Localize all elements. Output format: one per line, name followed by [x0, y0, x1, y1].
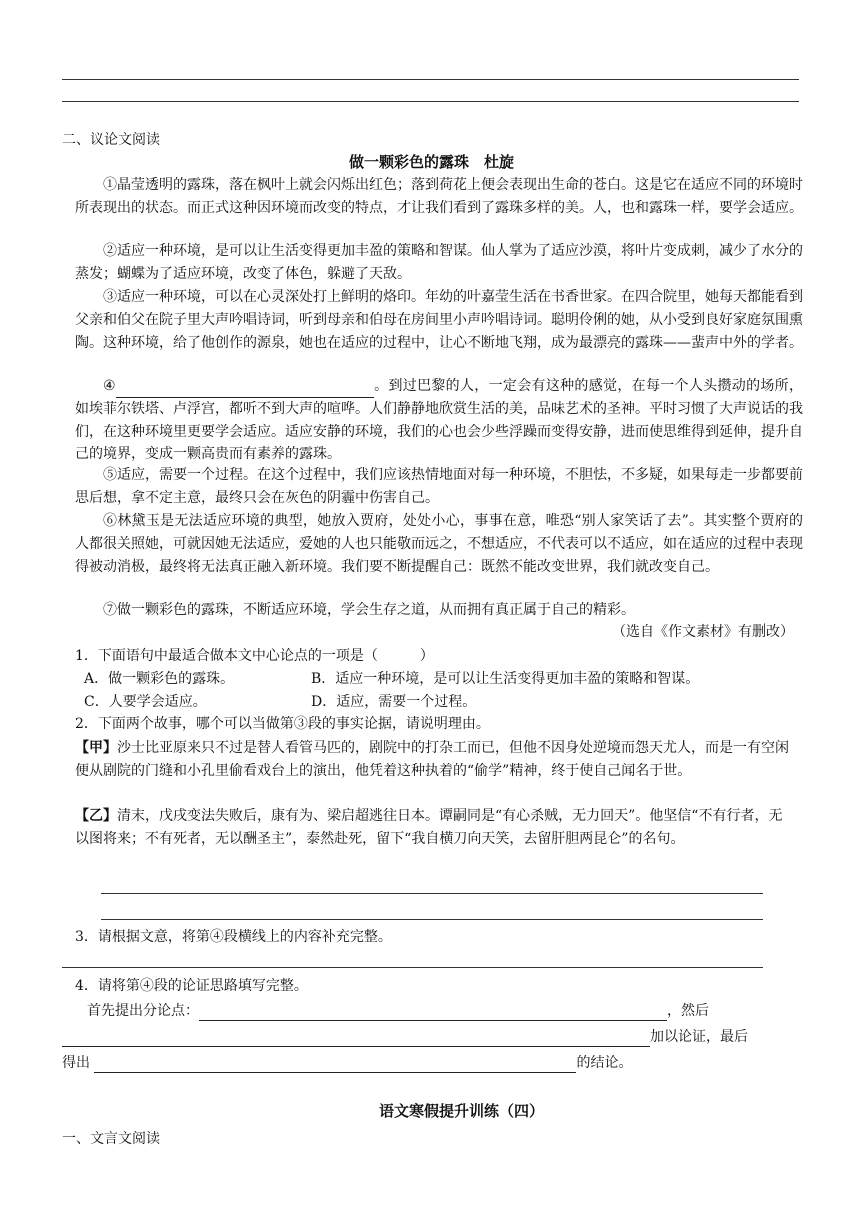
fill-blank[interactable] [94, 1056, 576, 1073]
story-yi-label: 【乙】 [75, 808, 117, 824]
next-section-title: 语文寒假提升训练（四） [379, 1102, 545, 1120]
story-yi [75, 805, 795, 851]
story-jia-text: 沙士比亚原来只不过是替人看管马匹的，剧院中的打杂工而已，但他不因身处逆境而怨天尤人，而是一有空闲便从剧院的门缝和小孔里偷看戏台上的演出，他凭着这种执着的“偷学”精神，终于使自己闻名于世。 [75, 740, 789, 779]
question-1-option-b[interactable]: B．适应一种环境，是可以让生活变得更加丰盈的策略和智谋。 [311, 671, 700, 687]
paragraph-4 [75, 375, 803, 466]
question-1-option-a[interactable]: A．做一颗彩色的露珠。 [84, 671, 235, 687]
question-4-line-2 [62, 1027, 748, 1047]
fill-blank[interactable] [199, 1004, 667, 1021]
paragraph-2: ②适应一种环境，是可以让生活变得更加丰盈的策略和智谋。仙人掌为了适应沙漠，将叶片变成刺，减少了水分的蒸发；蝴蝶为了适应环境，改变了体色，躲避了天敌。 [75, 243, 803, 282]
source-note: （选自《作文素材》有删改） [612, 624, 794, 640]
q4-suffix-3: 的结论。 [576, 1055, 633, 1071]
question-2-stem: 2．下面两个故事，哪个可以当做第③段的事实论据，请说明理由。 [75, 716, 490, 732]
answer-line[interactable] [101, 919, 763, 920]
answer-line [62, 79, 799, 80]
fill-blank[interactable] [62, 1030, 650, 1047]
story-jia-label: 【甲】 [75, 740, 117, 756]
question-4-line-1 [87, 1001, 709, 1021]
q4-prefix: 首先提出分论点： [87, 1003, 199, 1019]
question-1-option-d[interactable]: D．适应，需要一个过程。 [311, 694, 477, 710]
answer-line[interactable] [101, 893, 763, 894]
paragraph-3: ③适应一种环境，可以在心灵深处打上鲜明的烙印。年幼的叶嘉莹生活在书香世家。在四合院里，她每天都能看到父亲和伯父在院子里大声吟唱诗词，听到母亲和伯母在房间里小声吟唱诗词。聪明伶俐的她，从小受到良好家庭氛围熏陶。这种环境，给了他创作的源泉，她也在适应的过程中，让心不断地飞翔，成为最漂亮的露珠——蜚声中外的学者。 [75, 289, 803, 351]
article-title: 做一颗彩色的露珠 杜旋 [349, 153, 515, 171]
question-1-stem: 1．下面语句中最适合做本文中心论点的一项是（ ） [75, 648, 434, 664]
story-jia [75, 737, 795, 783]
question-4-stem: 4．请将第④段的论证思路填写完整。 [75, 978, 308, 994]
paragraph-1: ①晶莹透明的露珠，落在枫叶上就会闪烁出红色；落到荷花上便会表现出生命的苍白。这是它在适应不同的环境时所表现出的状态。而正式这种因环境而改变的特点，才让我们看到了露珠多样的美。人，也和露珠一样，要学会适应。 [75, 177, 803, 216]
question-1-option-c[interactable]: C．人要学会适应。 [84, 694, 207, 710]
paragraph-6: ⑥林黛玉是无法适应环境的典型，她放入贾府，处处小心，事事在意，唯恐“别人家笑话了去”。其实整个贾府的人都很关照她，可就因她无法适应，爱她的人也只能敬而远之，不想适应，不代表可以不适应，如在适应的过程中表现得被动消极，最终将无法真正融入新环境。我们要不断提醒自己：既然不能改变世界，我们就改变自己。 [75, 513, 803, 575]
paragraph-5: ⑤适应，需要一个过程。在这个过程中，我们应该热情地面对每一种环境，不胆怯，不多疑，如果每走一步都要前思后想，拿不定主意，最终只会在灰色的阴霾中伤害自己。 [75, 467, 803, 506]
q4-suffix: ，然后 [667, 1003, 709, 1019]
paragraph-7: ⑦做一颗彩色的露珠，不断适应环境，学会生存之道，从而拥有真正属于自己的精彩。 [103, 602, 635, 618]
story-yi-text: 清末，戊戌变法失败后，康有为、梁启超逃往日本。谭嗣同是“有心杀贼，无力回天”。他坚信“不有行者，无以图将来；不有死者，无以酬圣主”，泰然赴死，留下“我自横刀向天笑，去留肝胆两昆仑”的名句。 [75, 808, 783, 847]
paragraph-4-marker: ④ [103, 378, 116, 394]
question-3-stem: 3．请根据文意，将第④段横线上的内容补充完整。 [75, 929, 392, 945]
q4-suffix-2: 加以论证，最后 [650, 1029, 748, 1045]
next-section-heading: 一、文言文阅读 [62, 1131, 160, 1147]
answer-line[interactable] [62, 967, 763, 968]
paragraph-4-text: 。到过巴黎的人，一定会有这种的感觉，在每一个人头攒动的场所，如埃菲尔铁塔、卢浮宫，都听不到大声的喧哗。人们静静地欣赏生活的美，品味艺术的圣神。平时习惯了大声说话的我们，在这种环境里更要学会适应。适应安静的环境，我们的心也会少些浮躁而变得安静，进而使思维得到延伸，提升自己的境界，变成一颗高贵而有素养的露珠。 [75, 378, 803, 463]
section-heading: 二、议论文阅读 [62, 132, 160, 148]
answer-line [62, 101, 799, 102]
q4-prefix-3: 得出 [62, 1055, 90, 1071]
fill-blank[interactable] [116, 381, 374, 398]
question-4-line-3 [62, 1053, 632, 1073]
